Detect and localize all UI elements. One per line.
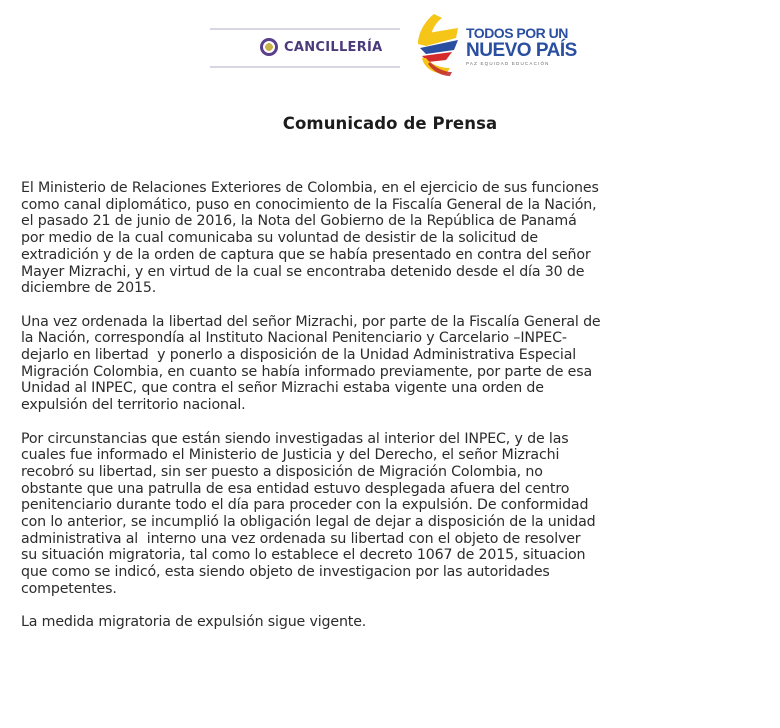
text-line: La medida migratoria de expulsión sigue vigente. bbox=[21, 614, 367, 631]
page-header bbox=[0, 0, 780, 90]
text-line: Una vez ordenada la libertad del señor Mizrachi, por parte de la Fiscalía General de bbox=[21, 313, 601, 330]
text-line: que como se indicó, esta siendo objeto de investigacion por las autoridades bbox=[21, 564, 550, 581]
page-title: Comunicado de Prensa bbox=[282, 114, 498, 133]
text-line: competentes. bbox=[21, 580, 117, 597]
text-line: recobró su libertad, sin ser puesto a disposición de Migración Colombia, no bbox=[21, 463, 543, 480]
text-line: obstante que una patrulla de esa entidad estuvo desplegada afuera del centro bbox=[21, 480, 570, 497]
text-line: El Ministerio de Relaciones Exteriores de Colombia, en el ejercicio de sus funciones bbox=[21, 180, 599, 196]
divider bbox=[210, 28, 400, 30]
text-line: administrativa al interno una vez ordenada su libertad con el objeto de resolver bbox=[21, 530, 581, 547]
text-line: penitenciario durante todo el día para proceder con la expulsión. De conformidad bbox=[21, 497, 589, 514]
text-line: Migración Colombia, en cuanto se había informado previamente, por parte de esa bbox=[21, 363, 593, 380]
text-line: el pasado 21 de junio de 2016, la Nota del Gobierno de la República de Panamá bbox=[21, 213, 577, 230]
text-line: expulsión del territorio nacional. bbox=[21, 397, 246, 414]
government-logo bbox=[412, 12, 582, 78]
slogan-tagline: PAZ EQUIDAD EDUCACIÓN bbox=[466, 61, 550, 66]
text-line: la Nación, correspondía al Instituto Nacional Penitenciario y Carcelario –INPEC- bbox=[21, 330, 567, 347]
text-line: como canal diplomático, puso en conocimiento de la Fiscalía General de la Nación, bbox=[21, 196, 597, 213]
cancilleria-label: CANCILLERÍA bbox=[284, 39, 383, 55]
paragraph-1 bbox=[21, 180, 766, 297]
divider bbox=[210, 66, 400, 68]
tricolor-flag-mark-icon bbox=[412, 12, 462, 78]
slogan-line-2: NUEVO PAÍS bbox=[466, 40, 577, 61]
text-line: Mayer Mizrachi, y en virtud de la cual se encontraba detenido desde el día 30 de bbox=[21, 263, 585, 280]
government-slogan bbox=[466, 26, 577, 67]
text-line: cuales fue informado el Ministerio de Justicia y del Derecho, el señor Mizrachi bbox=[21, 447, 560, 464]
paragraph-3 bbox=[21, 431, 766, 598]
document-body bbox=[21, 180, 766, 648]
text-line: por medio de la cual comunicaba su voluntad de desistir de la solicitud de bbox=[21, 230, 538, 247]
paragraph-4 bbox=[21, 614, 766, 631]
cancilleria-logo bbox=[210, 28, 400, 68]
colombia-seal-icon bbox=[260, 38, 278, 56]
text-line: dejarlo en libertad y ponerlo a disposición de la Unidad Administrativa Especial bbox=[21, 347, 577, 364]
text-line: extradición y de la orden de captura que se había presentado en contra del señor bbox=[21, 246, 591, 263]
slogan-line-1: TODOS POR UN bbox=[466, 25, 568, 41]
text-line: su situación migratoria, tal como lo establece el decreto 1067 de 2015, situacion bbox=[21, 547, 586, 564]
text-line: diciembre de 2015. bbox=[21, 280, 157, 297]
cancilleria-logo-group bbox=[260, 38, 383, 56]
text-line: Por circunstancias que están siendo investigadas al interior del INPEC, y de las bbox=[21, 430, 569, 447]
text-line: con lo anterior, se incumplió la obligación legal de dejar a disposición de la unidad bbox=[21, 514, 596, 531]
paragraph-2 bbox=[21, 314, 766, 414]
text-line: Unidad al INPEC, que contra el señor Mizrachi estaba vigente una orden de bbox=[21, 380, 544, 397]
